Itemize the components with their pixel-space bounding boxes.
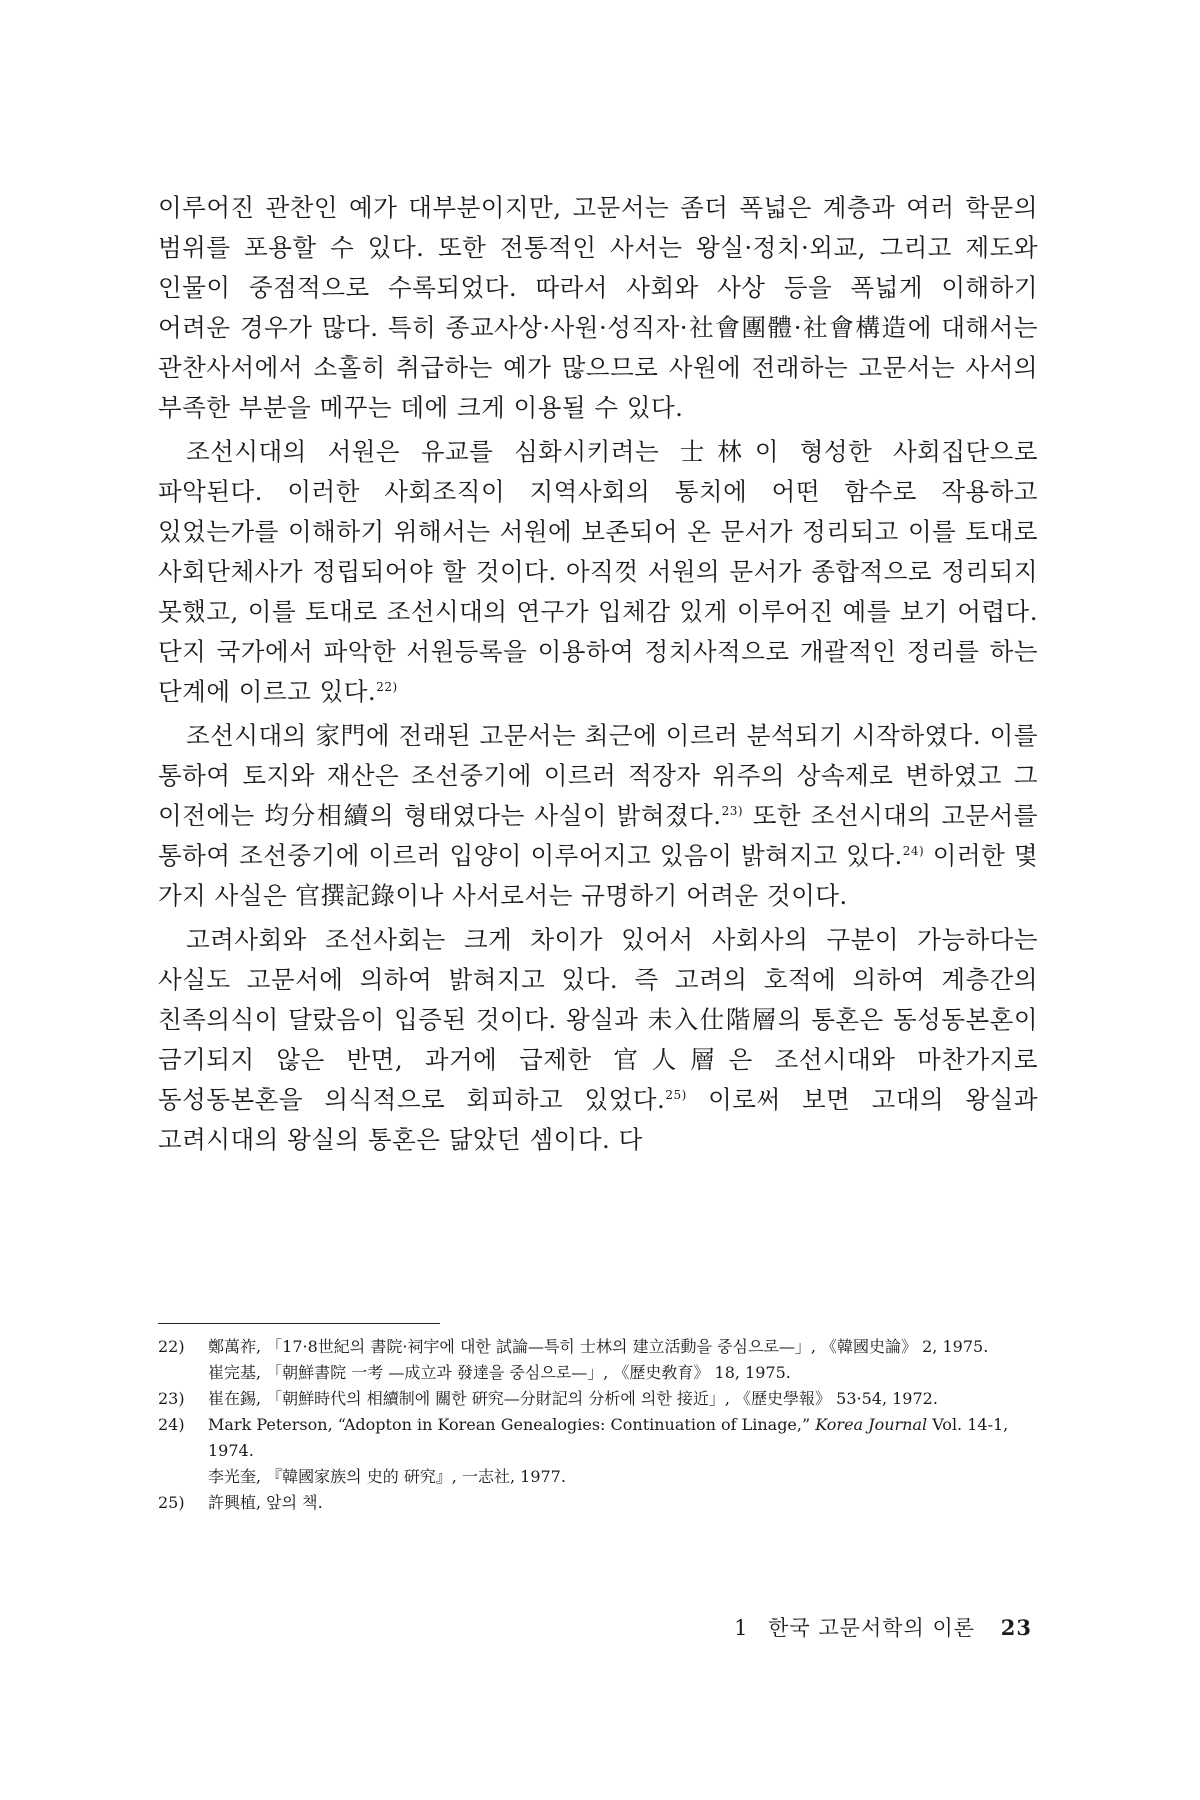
page-number: 23 (1000, 1615, 1032, 1640)
footnote-24: 24) Mark Peterson, “Adopton in Korean Genealogies: Continuation of Linage,” Korea Journal Vol. 14-1, 1974. 李光奎, 『韓國家族의 史的 硏究』, 一志社, 1977. (158, 1415, 1009, 1486)
footnote-divider (158, 1323, 440, 1324)
paragraph-2: 조선시대의 서원은 유교를 심화시키려는 士林이 형성한 사회집단으로 파악된다. 이러한 사회조직이 지역사회의 통치에 어떤 함수로 작용하고 있었는가를 이해하기 위해서는 서원에 보존되어 온 문서가 정리되고 이를 토대로 사회단체사가 정립되어야 할 것이다. 아직껏 서원의 문서가 종합적으로 정리되지 못했고, 이를 토대로 조선시대의 연구가 입체감 있게 이루어진 예를 보기 어렵다. 단지 국가에서 파악한 서원등록을 이용하여 정치사적으로 개괄적인 정리를 하는 단계에 이르고 있다.$^{22)}$ (158, 437, 1038, 706)
page-footer (722, 1612, 1032, 1642)
paragraph-1: 이루어진 관찬인 예가 대부분이지만, 고문서는 좀더 폭넓은 계층과 여러 학문의 범위를 포용할 수 있다. 또한 전통적인 사서는 왕실·정치·외교, 그리고 제도와 인물이 중점적으로 수록되었다. 따라서 사회와 사상 등을 폭넓게 이해하기 어려운 경우가 많다. 특히 종교사상·사원·성직자·社會團體·社會構造에 대해서는 관찬사서에서 소홀히 취급하는 예가 많으므로 사원에 전래하는 고문서는 사서의 부족한 부분을 메꾸는 데에 크게 이용될 수 있다. (158, 193, 1038, 422)
chapter-number: 1 (734, 1616, 749, 1640)
paragraph-4: 고려사회와 조선사회는 크게 차이가 있어서 사회사의 구분이 가능하다는 사실도 고문서에 의하여 밝혀지고 있다. 즉 고려의 호적에 의하여 계층간의 친족의식이 달랐음이 입증된 것이다. 왕실과 未入仕階層의 통혼은 동성동본혼이 금기되지 않은 반면, 과거에 급제한 官人層은 조선시대와 마찬가지로 동성동본혼을 의식적으로 회피하고 있었다.$^{25)}$ 이로써 보면 고대의 왕실과 고려시대의 왕실의 통혼은 닮았던 셈이다. 다 (158, 925, 1038, 1154)
footnote-ref-24[interactable]: 24) (902, 843, 925, 858)
footnote-ref-23[interactable]: 23) (721, 803, 744, 818)
chapter-title: 한국 고문서학의 이론 (768, 1616, 976, 1640)
footnotes (158, 1334, 1038, 1516)
paragraph-3: 조선시대의 家門에 전래된 고문서는 최근에 이르러 분석되기 시작하였다. 이를 통하여 토지와 재산은 조선중기에 이르러 적장자 위주의 상속제로 변하였고 그 이전에는 均分相續의 형태였다는 사실이 밝혀졌다.$^{23)}$ 또한 조선시대의 고문서를 통하여 조선중기에 이르러 입양이 이루어지고 있음이 밝혀지고 있다.$^{24)}$ 이러한 몇 가지 사실은 官撰記錄이나 사서로서는 규명하기 어려운 것이다. (158, 721, 1039, 910)
footnote-22: 22) 鄭萬祚, 「17·8世紀의 書院·祠宇에 대한 試論—특히 士林의 建立活動을 중심으로—」, 《韓國史論》 2, 1975. 崔完基, 「朝鮮書院 一考 —成立과 發達을 중심으로—」, 《歷史敎育》 18, 1975. (158, 1337, 989, 1382)
footnote-ref-25[interactable]: 25) (665, 1087, 687, 1102)
footnote-ref-22[interactable]: 22) (376, 679, 398, 694)
body-text (158, 188, 1038, 1160)
footnote-25: 25) 許興植, 앞의 책. (158, 1493, 323, 1512)
footnote-23: 23) 崔在錫, 「朝鮮時代의 相續制에 關한 硏究—分財記의 分析에 의한 接近」, 《歷史學報》 53·54, 1972. (158, 1389, 938, 1408)
